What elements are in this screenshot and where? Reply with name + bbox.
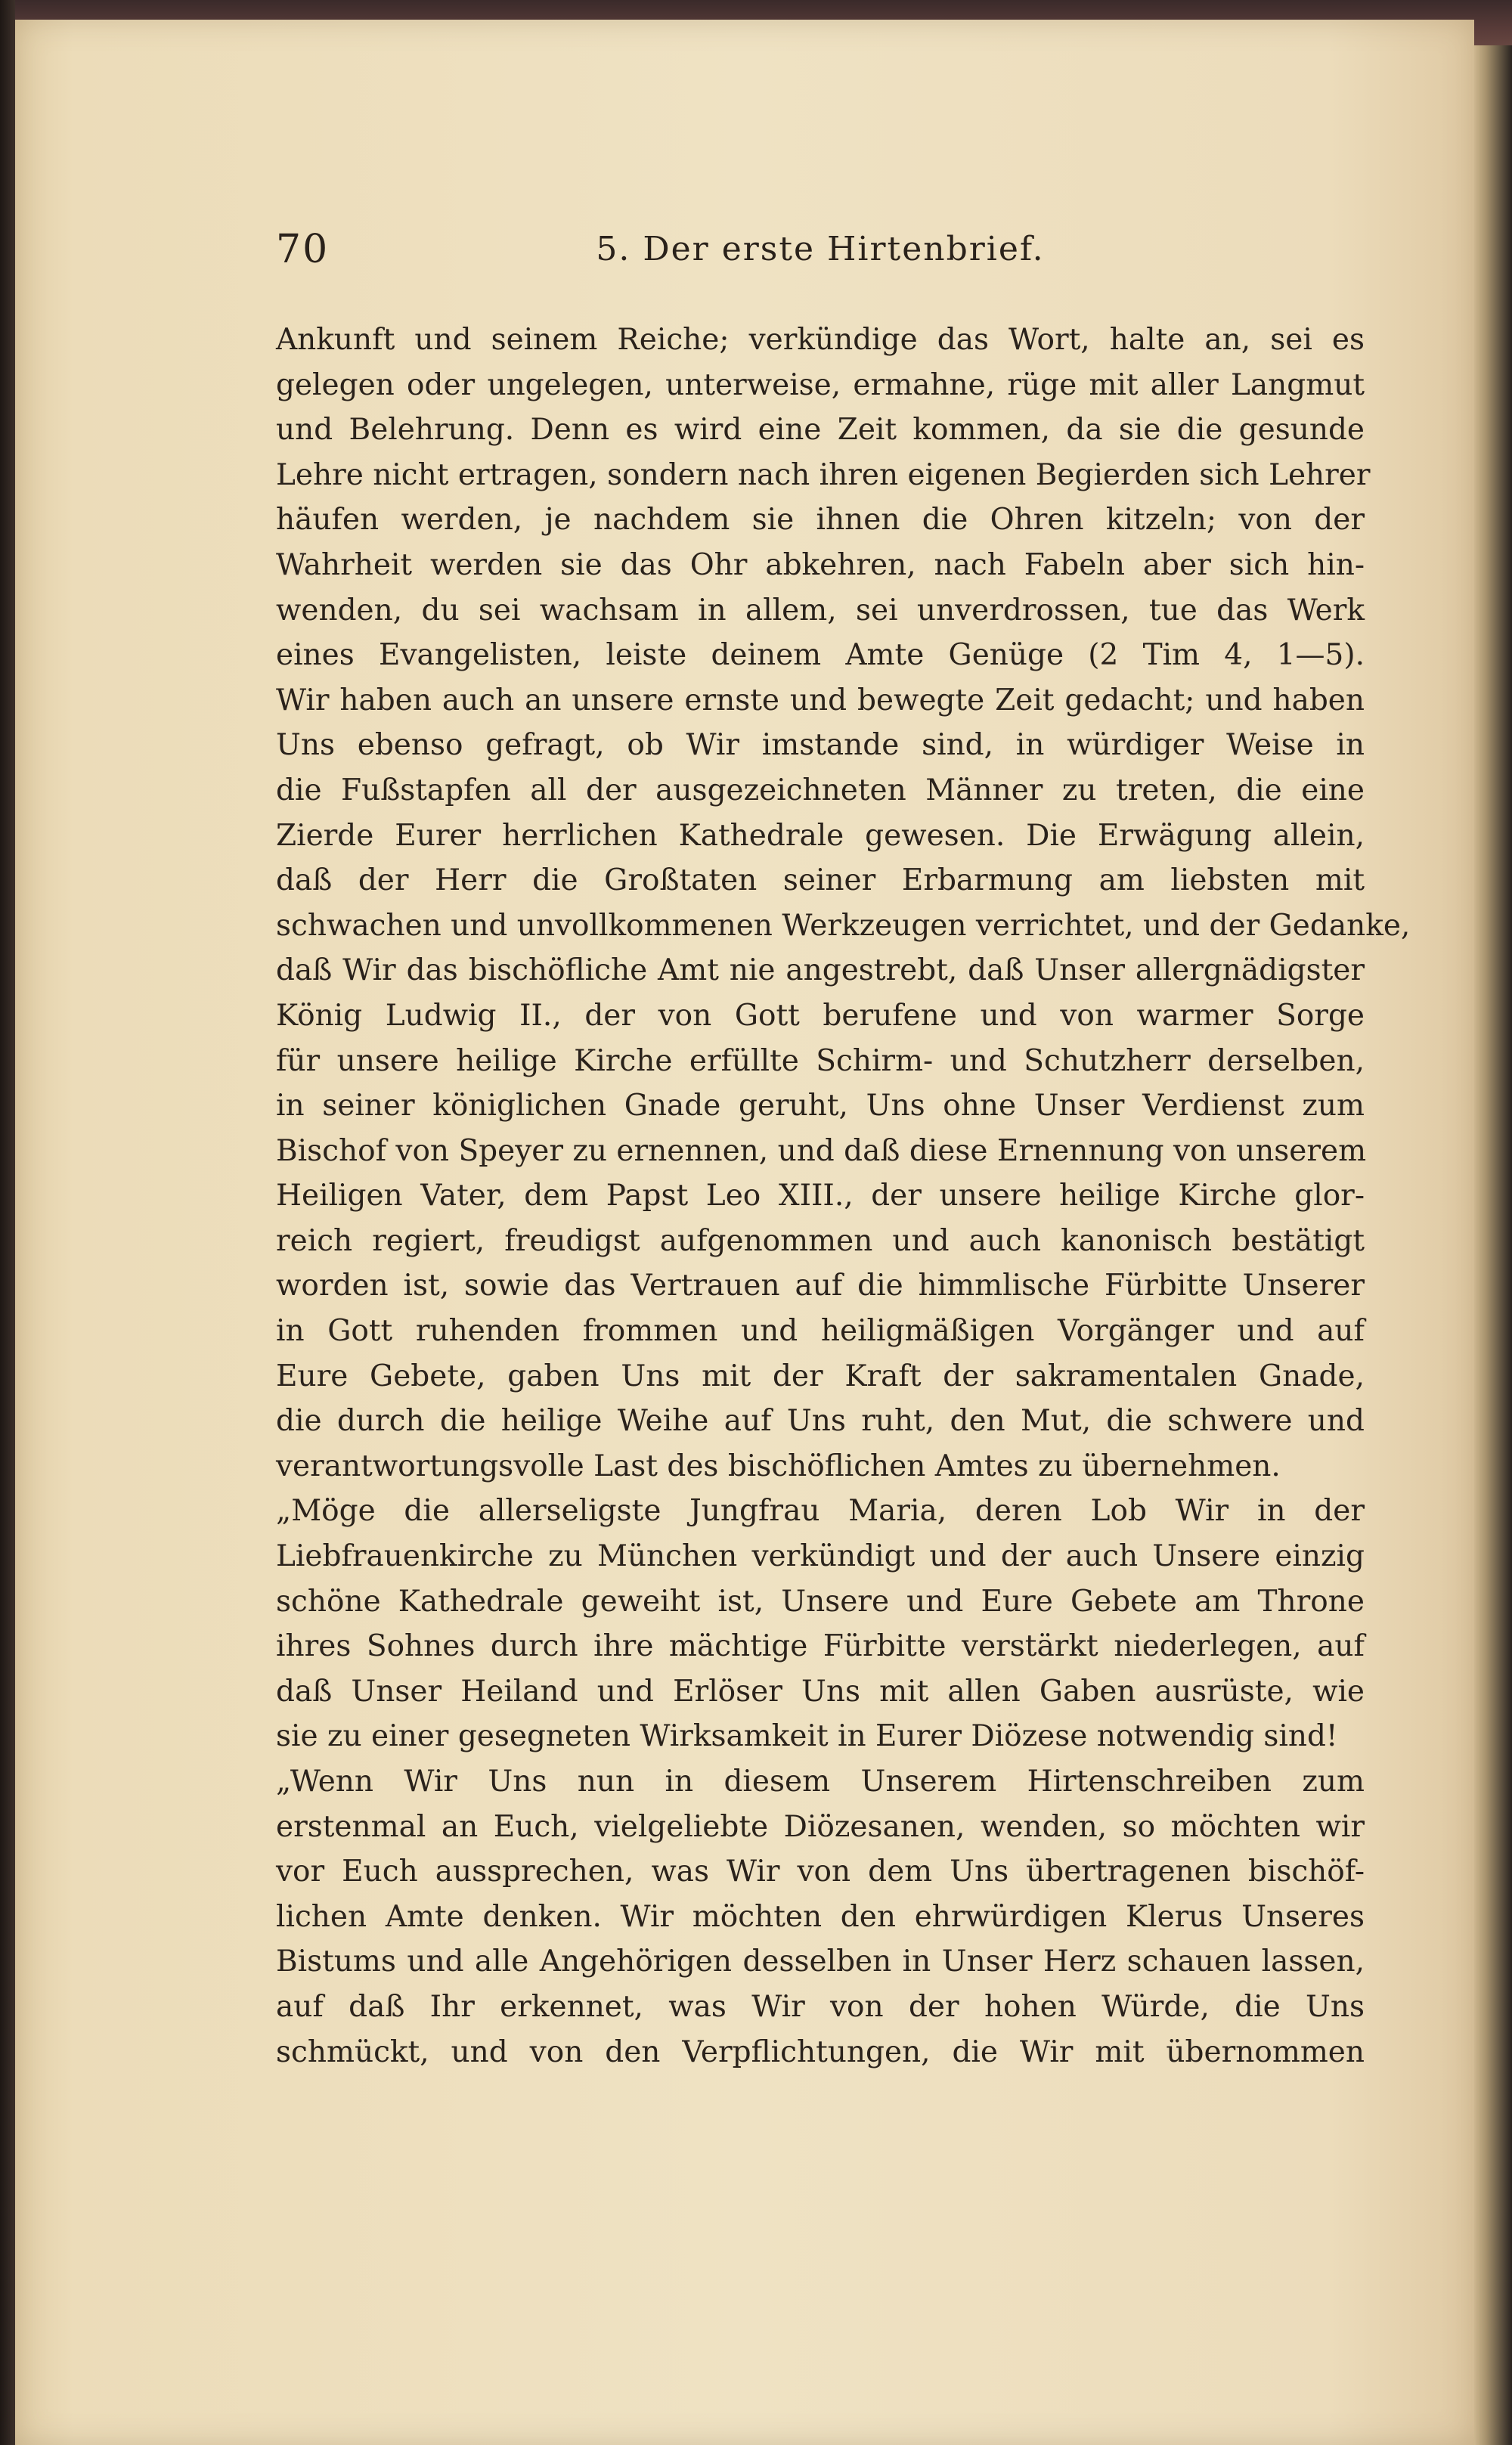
body-text: [276, 318, 1411, 2075]
text-line: „Möge die allerseligste Jungfrau Maria, deren Lob Wir in der: [276, 1494, 1365, 1529]
text-line: ihres Sohnes durch ihre mächtige Fürbitte verstärkt niederlegen, auf: [276, 1629, 1365, 1664]
text-line: Eure Gebete, gaben Uns mit der Kraft der sakramentalen Gnade,: [276, 1359, 1365, 1393]
book-left-edge: [0, 0, 15, 2445]
text-line: eines Evangelisten, leiste deinem Amte Genüge (2 Tim 4, 1—5).: [276, 638, 1365, 673]
text-line: schmückt, und von den Verpflichtungen, die Wir mit übernommen: [276, 2034, 1365, 2069]
text-line: reich regiert, freudigst aufgenommen und auch kanonisch bestätigt: [276, 1223, 1365, 1258]
text-line: Heiligen Vater, dem Papst Leo XIII., der unsere heilige Kirche glor-: [276, 1179, 1365, 1213]
text-line: in seiner königlichen Gnade geruht, Uns ohne Unser Verdienst zum: [276, 1089, 1365, 1123]
text-line: auf daß Ihr erkennet, was Wir von der hohen Würde, die Uns: [276, 1989, 1365, 2024]
text-line: Bischof von Speyer zu ernennen, und daß diese Ernennung von unserem: [276, 1133, 1367, 1168]
text-line: daß Unser Heiland und Erlöser Uns mit allen Gaben ausrüste, wie: [276, 1674, 1365, 1709]
text-line: „Wenn Wir Uns nun in diesem Unserem Hirtenschreiben zum: [276, 1765, 1365, 1799]
page-header: [276, 227, 1365, 287]
text-line: König Ludwig II., der von Gott berufene und von warmer Sorge: [276, 998, 1365, 1033]
running-title: 5. Der erste Hirtenbrief.: [596, 230, 1045, 268]
text-line: wenden, du sei wachsam in allem, sei unverdrossen, tue das Werk: [276, 593, 1365, 628]
text-line: und Belehrung. Denn es wird eine Zeit kommen, da sie die gesunde: [276, 413, 1365, 448]
text-line: gelegen oder ungelegen, unterweise, ermahne, rüge mit aller Langmut: [276, 367, 1365, 402]
text-line: Ankunft und seinem Reiche; verkündige das Wort, halte an, sei es: [276, 323, 1365, 357]
text-line: Lehre nicht ertragen, sondern nach ihren eigenen Begierden sich Lehrer: [276, 457, 1371, 492]
text-line: daß Wir das bischöfliche Amt nie angestrebt, daß Unser allergnädigster: [276, 953, 1365, 988]
text-line: erstenmal an Euch, vielgeliebte Diözesanen, wenden, so möchten wir: [276, 1809, 1365, 1844]
text-line: daß der Herr die Großtaten seiner Erbarmung am liebsten mit: [276, 863, 1365, 898]
text-line: häufen werden, je nachdem sie ihnen die Ohren kitzeln; von der: [276, 503, 1365, 538]
text-line: schwachen und unvollkommenen Werkzeugen verrichtet, und der Gedanke,: [276, 908, 1411, 943]
text-line: Zierde Eurer herrlichen Kathedrale gewesen. Die Erwägung allein,: [276, 818, 1365, 853]
text-line: für unsere heilige Kirche erfüllte Schirm- und Schutzherr derselben,: [276, 1043, 1365, 1078]
text-line: in Gott ruhenden frommen und heiligmäßigen Vorgänger und auf: [276, 1314, 1365, 1349]
text-line: vor Euch aussprechen, was Wir von dem Uns übertragenen bischöf-: [276, 1855, 1365, 1889]
text-line: verantwortungsvolle Last des bischöflichen Amtes zu übernehmen.: [276, 1449, 1281, 1483]
text-line: Uns ebenso gefragt, ob Wir imstande sind, in würdiger Weise in: [276, 728, 1365, 763]
text-line: Liebfrauenkirche zu München verkündigt und der auch Unsere einzig: [276, 1539, 1365, 1574]
book-page-right-edge: [1474, 45, 1512, 2445]
text-line: sie zu einer gesegneten Wirksamkeit in Eurer Diözese notwendig sind!: [276, 1719, 1338, 1754]
text-line: die Fußstapfen all der ausgezeichneten Männer zu treten, die eine: [276, 773, 1365, 807]
text-line: Wahrheit werden sie das Ohr abkehren, nach Fabeln aber sich hin-: [276, 547, 1365, 582]
text-line: die durch die heilige Weihe auf Uns ruht, den Mut, die schwere und: [276, 1404, 1365, 1439]
text-line: lichen Amte denken. Wir möchten den ehrwürdigen Klerus Unseres: [276, 1899, 1365, 1934]
text-line: Bistums und alle Angehörigen desselben in Unser Herz schauen lassen,: [276, 1945, 1365, 1979]
text-line: worden ist, sowie das Vertrauen auf die himmlische Fürbitte Unserer: [276, 1269, 1365, 1303]
text-line: schöne Kathedrale geweiht ist, Unsere und Eure Gebete am Throne: [276, 1584, 1365, 1619]
text-line: Wir haben auch an unsere ernste und bewegte Zeit gedacht; und haben: [276, 683, 1365, 717]
page-number: 70: [276, 227, 330, 272]
